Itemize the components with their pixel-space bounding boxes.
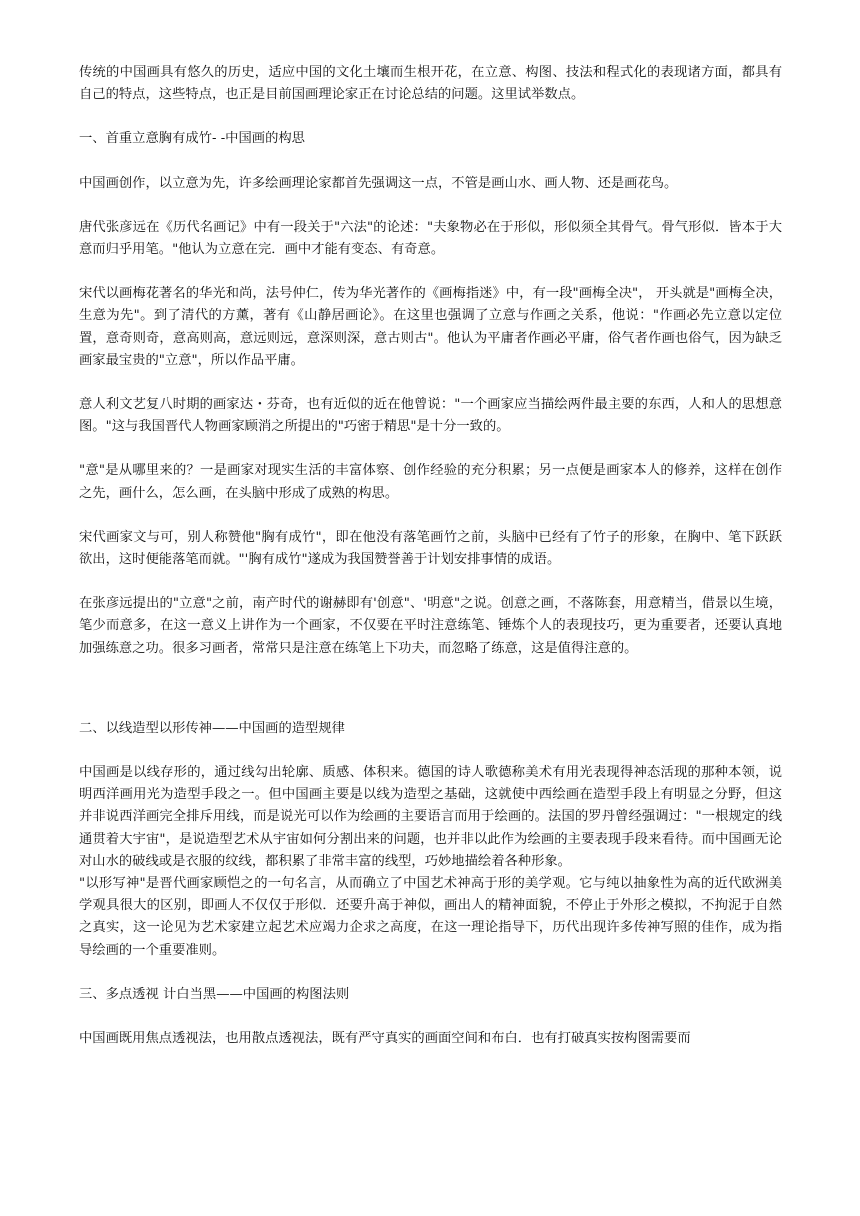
paragraph: 意人利文艺复八时期的画家达・芬奇，也有近似的近在他曾说："一个画家应当描绘两件最主要的东西，人和人的思想意图。"这与我国晋代人物画家顾消之所提出的"巧密于精思"是十分一致的。 — [79, 397, 782, 435]
paragraph: 中国画创作，以立意为先，许多绘画理论家都首先强调这一点，不管是画山水、画人物、还是画花鸟。 — [79, 175, 678, 191]
paragraph: 中国画是以线存形的，通过线勾出轮廓、质感、体积来。德国的诗人歌德称美术有用光表现得神态活现的那种本领，说明西洋画用光为造型手段之一。但中国画主要是以线为造型之基础，这就使中西绘画在造型手段上有明显之分野，但这并非说西洋画完全排斥用线，而是说光可以作为绘画的主要语言而用于绘画的。法国的罗丹曾经强调过："一根规定的线通贯着大宇宙"，是说造型艺术从宇宙如何分割出来的问题，也并非以此作为绘画的主要表现手段来看待。而中国画无论对山水的破线或是衣服的纹线，都积累了非常丰富的线型，巧妙地描绘着各种形象。 — [79, 765, 782, 869]
section-heading-2: 二、以线造型以形传神——中国画的造型规律 — [79, 720, 345, 736]
paragraph: 在张彦远提出的"立意"之前，南产时代的谢赫即有'创意"、'明意"之说。创意之画，不落陈套，用意精当，借景以生境，笔少而意多，在这一意义上讲作为一个画家，不仅要在平时注意练笔、锤炼个人的表现技巧，更为重要者，还要认真地加强练意之功。很多习画者，常常只是注意在练笔上下功夫，而忽略了练意，这是值得注意的。 — [79, 596, 782, 656]
paragraph: 中国画既用焦点透视法，也用散点透视法，既有严守真实的画面空间和布白．也有打破真实按构图需要而 — [79, 1031, 691, 1047]
section-heading-3: 三、多点透视 计白当黑——中国画的构图法则 — [79, 986, 350, 1002]
paragraph: 唐代张彦远在《历代名画记》中有一段关于"六法"的论述："夫象物必在于形似，形似须全其骨气。骨气形似．皆本于大意而归乎用笔。"他认为立意在完．画中才能有变态、有奇意。 — [79, 219, 782, 258]
document-page — [79, 62, 782, 1050]
paragraph: "意"是从哪里来的？一是画家对现实生活的丰富体察、创作经验的充分积累；另一点便是画家本人的修养，这样在创作之先，画什么，怎么画，在头脑中形成了成熟的构思。 — [79, 463, 782, 501]
paragraph: "以形写神"是晋代画家顾恺之的一句名言，从而确立了中国艺术神高于形的美学观。它与纯以抽象性为高的近代欧洲美学观具很大的区别，即画人不仅仅于形似．还要升高于神似，画出人的精神面貌，不停止于外形之模拟，不拘泥于自然之真实，这一论见为艺术家建立起艺术应竭力企求之高度，在这一理论指导下，历代出现许多传神写照的佳作，成为指导绘画的一个重要准则。 — [79, 876, 782, 958]
paragraph: 宋代以画梅花著名的华光和尚，法号仲仁，传为华光著作的《画梅指迷》中，有一段"画梅全决"， 开头就是"画梅全决，生意为先"。到了清代的方薰，著有《山静居画论》。在这里也强调了立意与作画之关系，他说："作画必先立意以定位置，意奇则奇，意高则高，意远则远，意深则深，意古则古"。他认为平庸者作画必平庸，俗气者作画也俗气，因为缺乏画家最宝贵的"立意"，所以作品平庸。 — [79, 286, 782, 368]
paragraph: 宋代画家文与可，别人称赞他"胸有成竹"，即在他没有落笔画竹之前，头脑中已经有了竹子的形象，在胸中、笔下跃跃欲出，这时便能落笔而就。"'胸有成竹"遂成为我国赞誉善于计划安排事情的成语。 — [79, 529, 782, 568]
intro-paragraph: 传统的中国画具有悠久的历史，适应中国的文化土壤而生根开花，在立意、构图、技法和程式化的表现诸方面，都具有自己的特点，这些特点，也正是目前国画理论家正在讨论总结的问题。这里试举数点。 — [79, 65, 782, 103]
section-heading-1: 一、首重立意胸有成竹- -中国画的构思 — [79, 131, 305, 147]
